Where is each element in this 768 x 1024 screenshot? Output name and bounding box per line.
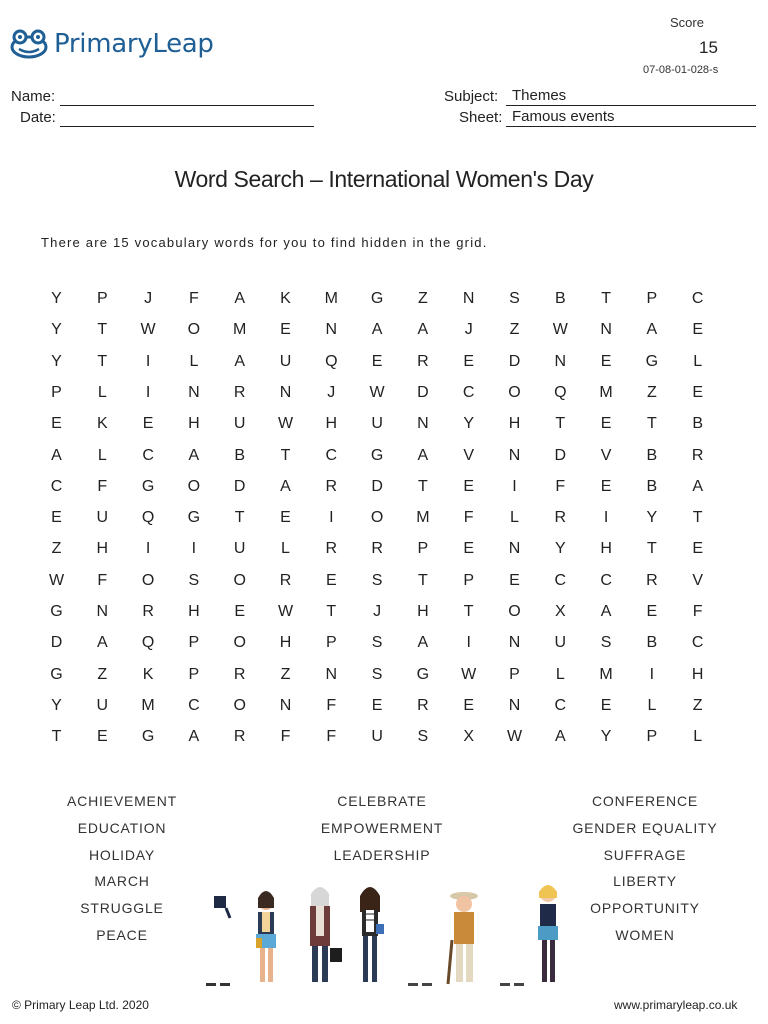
grid-cell[interactable]: A (417, 321, 429, 339)
grid-cell[interactable]: U (96, 509, 109, 527)
word-item: PEACE (96, 927, 148, 943)
grid-cell[interactable]: Z (280, 665, 291, 683)
grid-cell[interactable]: B (646, 446, 658, 464)
grid-cell[interactable]: R (233, 728, 246, 746)
grid-cell[interactable]: Q (141, 509, 155, 527)
woman-figure-1 (256, 891, 276, 982)
grid-cell[interactable]: O (233, 696, 246, 714)
grid-cell[interactable]: C (142, 446, 154, 464)
grid-cell[interactable]: Z (509, 321, 520, 339)
word-item: MARCH (94, 873, 150, 890)
grid-cell[interactable]: N (279, 696, 292, 714)
grid-cell[interactable]: O (508, 603, 521, 620)
logo (10, 24, 214, 64)
grid-cell[interactable]: T (234, 509, 245, 527)
word-item: GENDER EQUALITY (572, 819, 718, 836)
grid-cell[interactable]: J (464, 321, 473, 339)
grid-cell[interactable]: A (234, 352, 246, 370)
word-item: OPPORTUNITY (590, 900, 700, 917)
grid-cell[interactable]: I (649, 665, 655, 683)
grid-cell[interactable]: Y (51, 352, 62, 370)
grid-cell[interactable]: Q (325, 352, 338, 370)
grid-cell[interactable]: E (600, 696, 612, 714)
grid-cell[interactable]: E (646, 603, 658, 620)
grid-cell[interactable]: N (600, 321, 612, 339)
logo-text: PrimaryLeap (54, 29, 214, 59)
grid-cell[interactable]: T (647, 415, 657, 433)
grid-cell[interactable]: E (463, 540, 475, 558)
subject-field (506, 87, 756, 106)
grid-cell[interactable]: S (509, 290, 520, 307)
grid-cell[interactable]: E (51, 415, 62, 433)
grid-cell[interactable]: W (277, 415, 294, 433)
score-label: Score (670, 15, 704, 30)
grid-cell[interactable]: H (96, 540, 109, 558)
grid-cell[interactable]: F (555, 477, 566, 495)
grid-cell[interactable]: A (371, 321, 383, 339)
grid-cell[interactable]: O (508, 383, 521, 401)
grid-cell[interactable]: W (140, 321, 156, 339)
grid-cell[interactable]: U (96, 696, 109, 714)
grid-cell[interactable]: W (369, 383, 385, 401)
grid-cell[interactable]: A (646, 321, 658, 339)
hat-icon (214, 896, 230, 918)
grid-cell[interactable]: I (512, 477, 517, 495)
word-item: SUFFRAGE (603, 846, 687, 863)
woman-figure-4 (448, 892, 478, 984)
grid-cell[interactable]: O (370, 509, 384, 527)
score-value: 15 (699, 38, 718, 57)
grid-cell[interactable]: H (279, 634, 292, 652)
grid-cell[interactable]: V (692, 571, 704, 589)
grid-cell[interactable]: R (279, 571, 292, 589)
website-link[interactable]: www.primaryleap.co.uk (614, 998, 738, 1012)
grid-cell[interactable]: F (280, 728, 291, 746)
grid-cell[interactable]: H (325, 415, 338, 433)
grid-cell[interactable]: S (371, 571, 383, 589)
grid-cell[interactable]: T (280, 446, 291, 464)
grid-cell[interactable]: A (188, 446, 200, 464)
grid-cell[interactable]: L (97, 446, 107, 464)
grid-cell[interactable]: B (646, 634, 658, 652)
grid-cell[interactable]: E (371, 352, 383, 370)
grid-cell[interactable]: H (188, 603, 200, 620)
grid-cell[interactable]: E (371, 696, 383, 714)
grid-cell[interactable]: T (692, 509, 703, 527)
grid-cell[interactable]: F (692, 603, 703, 620)
women-illustration (200, 880, 590, 992)
date-label: Date: (20, 109, 56, 126)
grid-cell[interactable]: R (646, 571, 658, 589)
sheet-code: 07-08-01-028-s (643, 64, 719, 76)
grid-cell[interactable]: N (188, 383, 200, 401)
grid-cell[interactable]: Y (646, 509, 658, 527)
grid-cell[interactable]: C (50, 477, 63, 495)
sheet-value: Famous events (512, 108, 615, 125)
grid-cell[interactable]: B (234, 446, 246, 464)
grid-cell[interactable]: T (601, 290, 611, 307)
grid-cell[interactable]: G (50, 603, 63, 620)
grid-cell[interactable]: T (647, 540, 657, 558)
grid-cell[interactable]: X (554, 603, 566, 620)
grid-cell[interactable]: I (145, 383, 151, 401)
grid-cell[interactable]: U (233, 415, 246, 433)
grid-cell[interactable]: S (371, 665, 383, 683)
grid-cell[interactable]: Y (463, 415, 475, 433)
grid-cell[interactable]: F (463, 509, 474, 527)
grid-cell[interactable]: M (233, 321, 247, 339)
grid-cell[interactable]: Z (51, 540, 62, 558)
grid-cell[interactable]: J (373, 603, 382, 620)
grid-cell[interactable]: Z (647, 383, 657, 401)
grid-cell[interactable]: E (280, 321, 291, 339)
grid-cell[interactable]: I (191, 540, 197, 558)
grid-cell[interactable]: P (96, 290, 108, 307)
word-item: CONFERENCE (591, 793, 698, 809)
grid-cell[interactable]: N (508, 696, 521, 714)
grid-cell[interactable]: R (142, 603, 154, 620)
grid-cell[interactable]: S (188, 571, 200, 589)
grid-cell[interactable]: M (416, 509, 430, 527)
woman-figure-3 (360, 887, 384, 982)
grid-cell[interactable]: Z (692, 696, 703, 714)
grid-cell[interactable]: A (234, 290, 246, 307)
grid-cell[interactable]: F (326, 728, 337, 746)
grid-cell[interactable]: I (603, 509, 609, 527)
word-item: ACHIEVEMENT (67, 793, 177, 809)
grid-cell[interactable]: M (599, 383, 613, 401)
grid-cell[interactable]: Y (554, 540, 566, 558)
grid-cell[interactable]: R (554, 509, 567, 527)
grid-cell[interactable]: P (417, 540, 429, 558)
grid-cell[interactable]: O (187, 477, 201, 495)
grid-cell[interactable]: O (233, 571, 246, 589)
woman-figure-2 (310, 887, 342, 982)
grid-cell[interactable]: S (371, 634, 383, 652)
grid-cell[interactable]: U (233, 540, 246, 558)
sheet-field (506, 108, 756, 127)
grid-cell[interactable]: L (97, 383, 107, 401)
grid-cell[interactable]: R (371, 540, 383, 558)
grid-cell[interactable]: J (144, 290, 153, 307)
grid-cell[interactable]: N (462, 290, 475, 307)
grid-cell[interactable]: P (509, 665, 520, 683)
grid-cell[interactable]: Q (554, 383, 567, 401)
grid-cell[interactable]: R (417, 352, 429, 370)
copyright-text: © Primary Leap Ltd. 2020 (12, 998, 149, 1012)
grid-cell[interactable]: I (145, 352, 151, 370)
grid-cell[interactable]: K (96, 415, 108, 433)
grid-cell[interactable]: E (96, 728, 108, 746)
grid-cell[interactable]: E (509, 571, 520, 589)
grid-cell[interactable]: W (552, 321, 568, 339)
sheet-label: Sheet: (459, 109, 503, 126)
grid-cell[interactable]: U (371, 728, 383, 746)
grid-cell[interactable]: I (145, 540, 151, 558)
grid-cell[interactable]: Y (600, 728, 612, 746)
grid-cell[interactable]: Y (51, 321, 62, 339)
grid-cell[interactable]: C (325, 446, 338, 464)
grid-cell[interactable]: N (508, 540, 521, 558)
word-item: HOLIDAY (88, 846, 156, 863)
shoes-icon (206, 983, 230, 986)
grid-cell[interactable]: N (554, 352, 567, 370)
grid-cell[interactable]: R (691, 446, 704, 464)
grid-cell[interactable]: M (599, 665, 613, 683)
grid-cell[interactable]: E (51, 509, 62, 527)
grid-cell[interactable]: E (600, 477, 612, 495)
grid-cell[interactable]: A (554, 728, 566, 746)
word-item: LIBERTY (613, 873, 677, 890)
grid-cell[interactable]: E (692, 540, 704, 558)
grid-cell[interactable]: E (692, 321, 704, 339)
grid-cell[interactable]: L (510, 509, 519, 527)
grid-cell[interactable]: G (645, 352, 659, 370)
grid-cell[interactable]: C (554, 696, 567, 714)
grid-cell[interactable]: H (417, 603, 429, 620)
grid-cell[interactable]: P (646, 290, 658, 307)
grid-cell[interactable]: R (233, 383, 246, 401)
grid-cell[interactable]: T (418, 571, 428, 589)
grid-cell[interactable]: X (463, 728, 475, 746)
grid-cell[interactable]: W (277, 603, 294, 620)
grid-cell[interactable]: P (188, 634, 200, 652)
grid-cell[interactable]: N (508, 446, 521, 464)
grid-cell[interactable]: N (96, 603, 109, 620)
grid-cell[interactable]: E (325, 571, 337, 589)
grid-cell[interactable]: F (326, 696, 337, 714)
grid-cell[interactable]: A (417, 446, 429, 464)
grid-cell[interactable]: T (463, 603, 474, 620)
grid-cell[interactable]: L (281, 540, 290, 558)
grid-cell[interactable]: F (97, 571, 108, 589)
grid-cell[interactable]: P (646, 728, 658, 746)
grid-cell[interactable]: A (417, 634, 429, 652)
name-label: Name: (11, 88, 56, 105)
grid-cell[interactable]: L (189, 352, 199, 370)
word-item: CELEBRATE (337, 793, 427, 809)
grid-cell[interactable]: D (50, 634, 63, 652)
grid-cell[interactable]: K (142, 665, 154, 683)
grid-cell[interactable]: V (463, 446, 475, 464)
grid-cell[interactable]: H (600, 540, 612, 558)
grid-cell[interactable]: E (463, 477, 475, 495)
grid-cell[interactable]: E (600, 352, 612, 370)
grid-cell[interactable]: U (554, 634, 567, 652)
grid-cell[interactable]: P (325, 634, 337, 652)
grid-cell[interactable]: H (508, 415, 521, 433)
grid-cell[interactable]: W (506, 728, 523, 746)
woman-figure-5 (538, 885, 558, 982)
grid-cell[interactable]: T (326, 603, 337, 620)
grid-cell[interactable]: E (280, 509, 291, 527)
grid-cell[interactable]: U (279, 352, 292, 370)
grid-cell[interactable]: M (141, 696, 155, 714)
grid-cell[interactable]: D (233, 477, 246, 495)
grid-cell[interactable]: A (51, 446, 62, 464)
grid-cell[interactable]: W (461, 665, 477, 683)
subject-value: Themes (512, 87, 567, 104)
grid-cell[interactable]: G (141, 477, 155, 495)
grid-cell[interactable]: K (280, 290, 291, 307)
grid-cell[interactable]: P (188, 665, 200, 683)
grid-cell[interactable]: H (691, 665, 704, 683)
frog-icon (10, 29, 48, 59)
grid-cell[interactable]: I (329, 509, 334, 527)
grid-cell[interactable]: Y (51, 696, 62, 714)
grid-cell[interactable]: T (418, 477, 428, 495)
name-field[interactable] (60, 87, 314, 106)
grid-cell[interactable]: V (600, 446, 612, 464)
grid-cell[interactable]: R (417, 696, 429, 714)
grid-cell[interactable]: Z (418, 290, 428, 307)
grid-cell[interactable]: B (692, 415, 704, 433)
grid-cell[interactable]: Q (141, 634, 155, 652)
grid-cell[interactable]: N (325, 321, 338, 339)
grid-cell[interactable]: L (647, 696, 657, 714)
page-title: Word Search – International Women's Day (174, 166, 594, 192)
grid-cell[interactable]: L (555, 665, 565, 683)
grid-cell[interactable]: B (646, 477, 658, 495)
grid-cell[interactable]: R (325, 540, 338, 558)
grid-cell[interactable]: D (417, 383, 429, 401)
grid-cell[interactable]: U (371, 415, 383, 433)
grid-cell[interactable]: I (466, 634, 471, 652)
grid-cell[interactable]: C (600, 571, 612, 589)
date-field[interactable] (60, 108, 314, 127)
grid-cell[interactable]: J (327, 383, 336, 401)
grid-cell[interactable]: Z (97, 665, 108, 683)
grid-cell[interactable]: F (97, 477, 108, 495)
grid-cell[interactable]: O (233, 634, 246, 652)
grid-cell[interactable]: T (97, 352, 108, 370)
grid-cell[interactable]: G (370, 446, 384, 464)
grid-cell[interactable]: C (691, 290, 704, 307)
grid-cell[interactable]: G (50, 665, 63, 683)
grid-cell[interactable]: W (48, 571, 65, 589)
grid-cell[interactable]: E (600, 415, 612, 433)
grid-cell[interactable]: H (188, 415, 200, 433)
word-item: STRUGGLE (80, 900, 164, 917)
grid-cell[interactable]: O (141, 571, 155, 589)
grid-cell[interactable]: G (187, 509, 201, 527)
grid-cell[interactable]: N (325, 665, 338, 683)
grid-cell[interactable]: N (279, 383, 292, 401)
grid-cell[interactable]: A (188, 728, 200, 746)
grid-cell[interactable]: T (555, 415, 566, 433)
grid-cell[interactable]: Y (51, 290, 62, 307)
instructions: There are 15 vocabulary words for you to find hidden in the grid. (41, 235, 488, 250)
grid-cell[interactable]: B (554, 290, 566, 307)
grid-cell[interactable]: G (141, 728, 155, 746)
grid-cell[interactable]: P (463, 571, 475, 589)
word-item: LEADERSHIP (333, 846, 431, 863)
grid-cell[interactable]: L (693, 728, 703, 746)
grid-cell[interactable]: N (417, 415, 429, 433)
grid-cell[interactable]: E (234, 603, 246, 620)
word-item: WOMEN (615, 927, 675, 943)
grid-cell[interactable]: R (325, 477, 338, 495)
subject-label: Subject: (444, 88, 499, 105)
grid-cell[interactable]: C (554, 571, 567, 589)
word-item: EMPOWERMENT (320, 819, 444, 836)
grid-cell[interactable]: C (188, 696, 200, 714)
grid-cell[interactable]: C (462, 383, 475, 401)
grid-cell[interactable]: E (142, 415, 154, 433)
grid-cell[interactable]: E (463, 352, 475, 370)
grid-cell[interactable]: C (691, 634, 704, 652)
grid-cell[interactable]: D (554, 446, 567, 464)
grid-cell[interactable]: E (692, 383, 704, 401)
grid-cell[interactable]: T (97, 321, 108, 339)
grid-cell[interactable]: A (692, 477, 704, 495)
grid-cell[interactable]: T (51, 728, 62, 746)
grid-cell[interactable]: G (370, 290, 384, 307)
grid-cell[interactable]: A (96, 634, 108, 652)
grid-cell[interactable]: S (600, 634, 612, 652)
grid-cell[interactable]: L (693, 352, 703, 370)
grid-cell[interactable]: N (508, 634, 521, 652)
grid-cell[interactable]: E (463, 696, 475, 714)
grid-cell[interactable]: M (324, 290, 338, 307)
grid-cell[interactable]: S (417, 728, 429, 746)
word-item: EDUCATION (77, 819, 167, 836)
grid-cell[interactable]: R (233, 665, 246, 683)
grid-cell[interactable]: A (280, 477, 291, 495)
grid-cell[interactable]: O (187, 321, 201, 339)
grid-cell[interactable]: D (371, 477, 383, 495)
grid-cell[interactable]: D (508, 352, 521, 370)
grid-cell[interactable]: P (51, 383, 62, 401)
grid-cell[interactable]: F (189, 290, 199, 307)
grid-cell[interactable]: A (600, 603, 612, 620)
grid-cell[interactable]: G (416, 665, 430, 683)
